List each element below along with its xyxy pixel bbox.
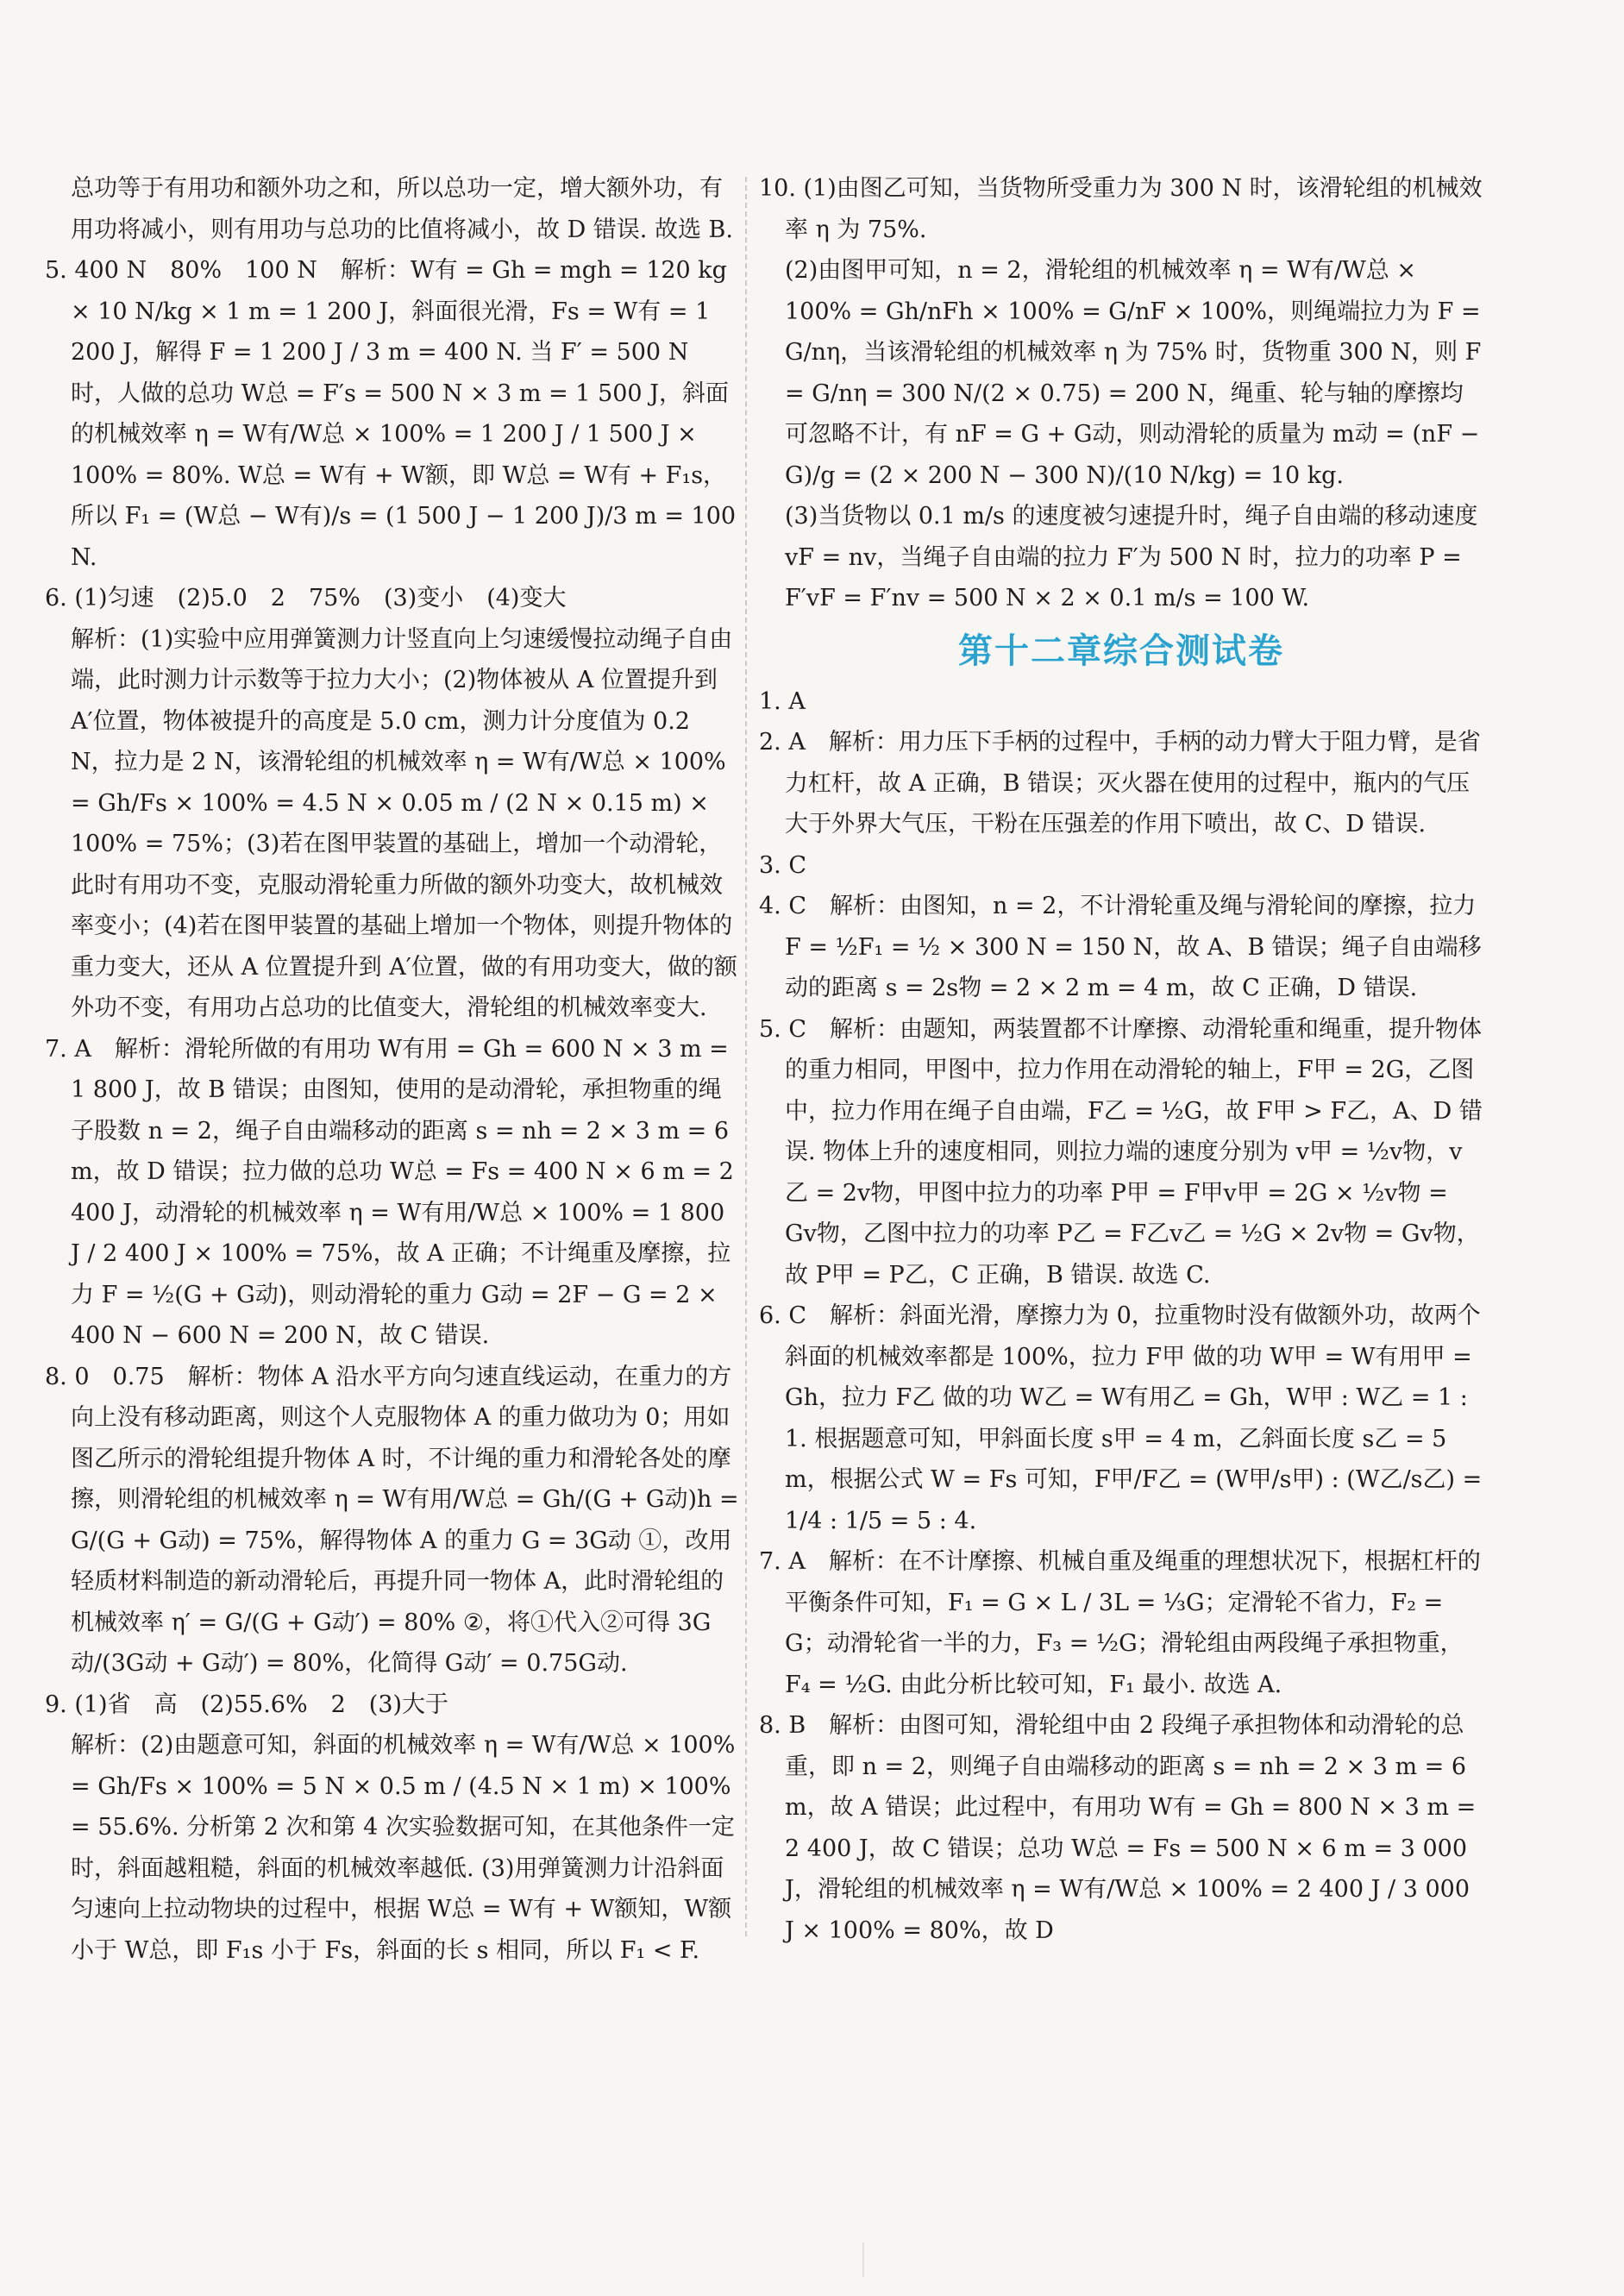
- column-divider: [745, 177, 747, 1936]
- fold-mark: [862, 2243, 864, 2277]
- answer-item: 7. A 解析：滑轮所做的有用功 W有用 = Gh = 600 N × 3 m = 1 800 J，故 B 错误；由图知，使用的是动滑轮，承担物重的绳子股数 n = 2，绳子自由端移动的距离 s = nh = 2 × 3 m = 6 m，故 D 错误；拉力做的总功 W总 = Fs = 400 N × 6 m = 2 400 J，动滑轮的机械效率 η = W有用/W总 × 100% = 1 800 J / 2 400 J × 100% = 75%，故 A 正确；不计绳重及摩擦，拉力 F = ½(G + G动)，则动滑轮的重力 G动 = 2F − G = 2 × 400 N − 600 N = 200 N，故 C 错误.: [45, 1035, 734, 1349]
- answer-item: 8. B 解析：由图可知，滑轮组中由 2 段绳子承担物体和动滑轮的总重，即 n = 2，则绳子自由端移动的距离 s = nh = 2 × 3 m = 6 m，故 A 错误；此过程中，有用功 W有 = Gh = 800 N × 3 m = 2 400 J，故 C 错误；总功 W总 = Fs = 500 N × 6 m = 3 000 J，滑轮组的机械效率 η = W有/W总 × 100% = 2 400 J / 3 000 J × 100% = 80%，故 D: [759, 1712, 1477, 1944]
- answer-item: 5. C 解析：由题知，两装置都不计摩擦、动滑轮重和绳重，提升物体的重力相同，甲图中，拉力作用在动滑轮的轴上，F甲 = 2G，乙图中，拉力作用在绳子自由端，F乙 = ½G，故 F甲 > F乙，A、D 错误. 物体上升的速度相同，则拉力端的速度分别为 v甲 = ½v物，v乙 = 2v物，甲图中拉力的功率 P甲 = F甲v甲 = 2G × ½v物 = Gv物，乙图中拉力的功率 P乙 = F乙v乙 = ½G × 2v物 = Gv物，故 P甲 = P乙，C 正确，B 错误. 故选 C.: [759, 1015, 1483, 1289]
- answer-explanation: 解析：(2)由题意可知，斜面的机械效率 η = W有/W总 × 100% = Gh/Fs × 100% = 5 N × 0.5 m / (4.5 N × 1 m) × 100% = 55.6%. 分析第 2 次和第 4 次实验数据可知，在其他条件一定时，斜面越粗糙，斜面的机械效率越低. (3)用弹簧测力计沿斜面匀速向上拉动物块的过程中，根据 W总 = W有 + W额知，W额小于 W总，即 F₁s 小于 Fs，斜面的长 s 相同，所以 F₁ < F.: [71, 1732, 736, 1964]
- answer-item: 6. (1)匀速 (2)5.0 2 75% (3)变小 (4)变大: [45, 585, 567, 612]
- left-column: [45, 168, 739, 1971]
- answer-item: 6. C 解析：斜面光滑，摩擦力为 0，拉重物时没有做额外功，故两个斜面的机械效率都是 100%，拉力 F甲 做的功 W甲 = W有用甲 = Gh，拉力 F乙 做的功 W乙 = W有用乙 = Gh，W甲 : W乙 = 1 : 1. 根据题意可知，甲斜面长度 s甲 = 4 m，乙斜面长度 s乙 = 5 m，根据公式 W = Fs 可知，F甲/F乙 = (W甲/s甲) : (W乙/s乙) = 1/4 : 1/5 = 5 : 4.: [759, 1302, 1483, 1534]
- right-column: [759, 168, 1483, 1951]
- answer-explanation: 总功等于有用功和额外功之和，所以总功一定，增大额外功，有用功将减小，则有用功与总功的比值将减小，故 D 错误. 故选 B.: [71, 175, 733, 243]
- answer-item: 9. (1)省 高 (2)55.6% 2 (3)大于: [45, 1691, 449, 1718]
- answer-item: 2. A 解析：用力压下手柄的过程中，手柄的动力臂大于阻力臂，是省力杠杆，故 A 正确，B 错误；灭火器在使用的过程中，瓶内的气压大于外界大气压，干粉在压强差的作用下喷出，故 C、D 错误.: [759, 729, 1481, 837]
- right-column-top: [759, 168, 1483, 619]
- answer-explanation: 解析：(1)实验中应用弹簧测力计竖直向上匀速缓慢拉动绳子自由端，此时测力计示数等于拉力大小；(2)物体被从 A 位置提升到 A′位置，物体被提升的高度是 5.0 cm，测力计分度值为 0.2 N，拉力是 2 N，该滑轮组的机械效率 η = W有/W总 × 100% = Gh/Fs × 100% = 4.5 N × 0.05 m / (2 N × 0.15 m) × 100% = 75%；(3)若在图甲装置的基础上，增加一个动滑轮，此时有用功不变，克服动滑轮重力所做的额外功变大，故机械效率变小；(4)若在图甲装置的基础上增加一个物体，则提升物体的重力变大，还从 A 位置提升到 A′位置，做的有用功变大，做的额外功不变，有用功占总功的比值变大，滑轮组的机械效率变大.: [71, 625, 737, 1021]
- answer-explanation: (2)由图甲可知，n = 2，滑轮组的机械效率 η = W有/W总 × 100% = Gh/nFh × 100% = G/nF × 100%，则绳端拉力为 F = G/nη，当该滑轮组的机械效率 η 为 75% 时，货物重 300 N，则 F = G/nη = 300 N/(2 × 0.75) = 200 N，绳重、轮与轴的摩擦均可忽略不计，有 nF = G + G动，则动滑轮的质量为 m动 = (nF − G)/g = (2 × 200 N − 300 N)/(10 N/kg) = 10 kg.: [785, 257, 1482, 489]
- answer-item: 5. 400 N 80% 100 N 解析：W有 = Gh = mgh = 120 kg × 10 N/kg × 1 m = 1 200 J，斜面很光滑，Fs = W有 = 1 200 J，解得 F = 1 200 J / 3 m = 400 N. 当 F′ = 500 N 时，人做的总功 W总 = F′s = 500 N × 3 m = 1 500 J，斜面的机械效率 η = W有/W总 × 100% = 1 200 J / 1 500 J × 100% = 80%. W总 = W有 + W额，即 W总 = W有 + F₁s，所以 F₁ = (W总 − W有)/s = (1 500 J − 1 200 J)/3 m = 100 N.: [45, 257, 737, 571]
- answer-item: 3. C: [759, 851, 807, 879]
- answer-item: 7. A 解析：在不计摩擦、机械自重及绳重的理想状况下，根据杠杆的平衡条件可知，F₁ = G × L / 3L = ⅓G；定滑轮不省力，F₂ = G；动滑轮省一半的力，F₃ = ½G；滑轮组由两段绳子承担物重，F₄ = ½G. 由此分析比较可知，F₁ 最小. 故选 A.: [759, 1548, 1481, 1698]
- right-column-bottom: [759, 681, 1483, 1952]
- answer-item: 10. (1)由图乙可知，当货物所受重力为 300 N 时，该滑轮组的机械效率 η 为 75%.: [759, 175, 1483, 243]
- answer-item: 4. C 解析：由图知，n = 2，不计滑轮重及绳与滑轮间的摩擦，拉力 F = ½F₁ = ½ × 300 N = 150 N，故 A、B 错误；绳子自由端移动的距离 s = 2s物 = 2 × 2 m = 4 m，故 C 正确，D 错误.: [759, 893, 1482, 1001]
- answer-item: 8. 0 0.75 解析：物体 A 沿水平方向匀速直线运动，在重力的方向上没有移动距离，则这个人克服物体 A 的重力做功为 0；用如图乙所示的滑轮组提升物体 A 时，不计绳的重力和滑轮各处的摩擦，则滑轮组的机械效率 η = W有用/W总 = Gh/(G + G动)h = G/(G + G动) = 75%，解得物体 A 的重力 G = 3G动 ①，改用轻质材料制造的新动滑轮后，再提升同一物体 A，此时滑轮组的机械效率 η′ = G/(G + G动′) = 80% ②，将①代入②可得 3G动/(3G动 + G动′) = 80%，化简得 G动′ = 0.75G动.: [45, 1363, 739, 1677]
- answer-explanation: (3)当货物以 0.1 m/s 的速度被匀速提升时，绳子自由端的移动速度 vF = nv，当绳子自由端的拉力 F′为 500 N 时，拉力的功率 P = F′vF = F′nv = 500 N × 2 × 0.1 m/s = 100 W.: [785, 503, 1478, 612]
- answer-item: 1. A: [759, 687, 806, 715]
- chapter-title: 第十二章综合测试卷: [958, 630, 1284, 671]
